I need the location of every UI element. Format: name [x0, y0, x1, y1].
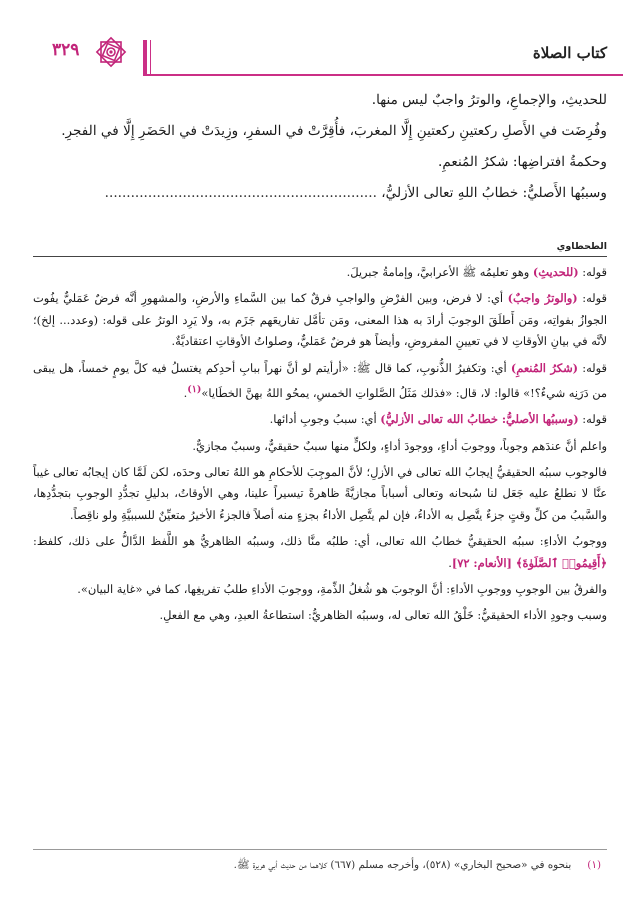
footnote-text: بنحوه في «صحيح البخاري» (٥٢٨)، وأخرجه مسلم (٦٦٧) كلاهما من حديث أبي هريرة ﷺ.: [233, 859, 572, 871]
commentary-paragraph: والفرقُ بين الوجوبِ ووجوبِ الأداءِ: أنَّ الوجوبَ هو شُغلُ الذِّمةِ، ووجوبَ الأداءِ طلبُ تفريغِها، كما في «غاية البيان».: [77, 582, 607, 597]
star-ornament-icon: [92, 33, 130, 71]
commentary-lead: قوله:: [578, 360, 607, 375]
main-paragraph: وفُرِضَت في الأَصلِ ركعتينِ ركعتينِ إِلَّا المغربَ، فأُقِرَّتْ في السفرِ، وزِيدَتْ في الحَضَرِ إِلَّا في الفجرِ.: [61, 123, 607, 139]
commentary-paragraph: فالوجوب سببُه الحقيقيُّ إيجابُ الله تعالى في الأزلِ؛ لأنَّ الموجِبَ للأحكامِ هو اللهُ تعالى وحدَه، لكن لَمَّا كان إيجابُه تعالى غيباً عنَّا لا نطلعُ عليه جَعَل لنا سُبحانه وتعالى أسباباً مجازيَّةً ظاهرةً تيسيراً علينا، وهي الأوقاتُ، بدليلِ تجدُّدِ الوجوبِ بتجدُّدِها، والسَّببُ من كلِّ وقتٍ جزءٌ يتَّصِل به الأداءُ، فإن لم يتَّصِل الأداءُ بجزءٍ منه أصلاً فالجزءُ الأخيرُ متعيِّنٌ للسببيَّةِ ولو ناقِصاً.: [33, 465, 607, 522]
commentary-paragraph: [33, 288, 607, 352]
quran-verse: ﴿أَقِيمُوا۟ ٱلصَّلَوٰةَ﴾ [الأنعام: ٧٢]: [451, 555, 607, 570]
commentary-paragraph: [33, 262, 607, 283]
header-horizontal-rule: [143, 74, 623, 76]
page-number: ٣٢٩: [52, 40, 80, 60]
main-text: [33, 88, 607, 212]
commentary-lead: قوله:: [578, 265, 607, 279]
commentary-paragraph: واعلم أنَّ عندَهم وجوباً، ووجوبَ أداءٍ، ووجودَ أداءٍ، ولكلٍّ منها سببٌ حقيقيٌّ، وسببٌ مجازيٌّ.: [192, 438, 607, 453]
main-paragraph: وحكمةُ افتراضِها: شكرُ المُنعمِ.: [438, 154, 607, 170]
footnote-number: (١): [587, 859, 601, 871]
commentary-label: الطحطاوي: [556, 241, 607, 252]
commentary-span: أي: وتكفيرُ الذُّنوبِ، كما قال ﷺ: «أرأيتم لو أنَّ نهراً ببابِ أحدِكم يغتسلُ فيه كلَّ يومٍ خمساً، هل يبقى من دَرَنِه شيءٌ؟!» قالوا: لا، قال: «فذلك مَثَلُ الصَّلواتِ الخمسِ، يمحُو اللهُ بهنَّ الخطَايا»: [33, 360, 607, 400]
commentary-span: .: [183, 385, 188, 400]
main-paragraph: [33, 181, 607, 206]
commentary-text: [33, 262, 607, 632]
header-vertical-rule-thin: [150, 40, 151, 76]
commentary-paragraph: [33, 409, 607, 430]
commentary-span: أي: سببُ وجوبِ أدائها.: [269, 412, 381, 427]
footnote-marker[interactable]: (١): [187, 384, 202, 396]
commentary-lead: قوله:: [578, 412, 607, 427]
quoted-phrase: (وسببُها الأصليُّ: خطابُ الله تعالى الأزليُّ): [380, 412, 579, 427]
commentary-span: .: [448, 555, 452, 570]
commentary-paragraph: [33, 531, 607, 574]
quoted-phrase: (شكرُ المُنعمِ): [510, 360, 579, 375]
commentary-paragraph: [33, 358, 607, 405]
dotted-leader: ...............................................................: [104, 185, 377, 201]
header-vertical-rule: [143, 40, 147, 76]
footnote: [41, 856, 601, 874]
running-title: كتاب الصلاة: [532, 44, 607, 62]
footnote-divider: [33, 849, 607, 850]
quoted-phrase: (والوترُ واجبٌ): [507, 291, 578, 306]
commentary-span: أي: لا فرض، وبين الفرْضِ والواجبِ فرقٌ كما بين السَّماءِ والأرضِ، والمشهورِ أنَّه فرضٌ عَمَليٌّ يفُوت الجوازُ بفواتِه، ومَن أَطلَقَ الوجوبَ أرادَ به هذا المعنى، ومَن تأمَّل تفاريعَهم جَزَم به، ولا يَرِد الوترُ على قوله: (وعدد... إلخ)؛ لأنَّه في بيانِ الأوقاتِ لا في تعيينِ المفروضِ، وأيضاً هو فرضٌ عَمَليٌّ، وصلواتُ الأوقاتِ اعتقاديَّةٌ.: [33, 291, 607, 349]
commentary-span: ووجوبُ الأداءِ: سببُه الحقيقيُّ خطابُ الله تعالى، أي: طلبُه منَّا ذلك، وسببُه الظاهريُّ هو اللَّفظ الدَّالُّ على ذلك، كلفظ:: [33, 534, 607, 549]
main-text-span: وسببُها الأَصليُّ: خطابُ اللهِ تعالى الأزليُّ،: [381, 185, 607, 201]
commentary-span: وهو تعليمُه ﷺ الأعرابيَّ، وإمامةُ جبريلَ.: [346, 265, 533, 279]
commentary-paragraph: وسبب وجودِ الأداء الحقيقيُّ: خَلْقُ الله تعالى له، وسببُه الظاهريُّ: استطاعةُ العبدِ، وهي مع الفعلِ.: [159, 608, 607, 623]
quoted-phrase: (للحديثِ): [532, 265, 579, 279]
main-paragraph: للحديثِ، والإجماعِ، والوترُ واجبٌ ليس منها.: [371, 92, 607, 108]
commentary-lead: قوله:: [577, 291, 607, 306]
commentary-divider: [33, 256, 607, 257]
